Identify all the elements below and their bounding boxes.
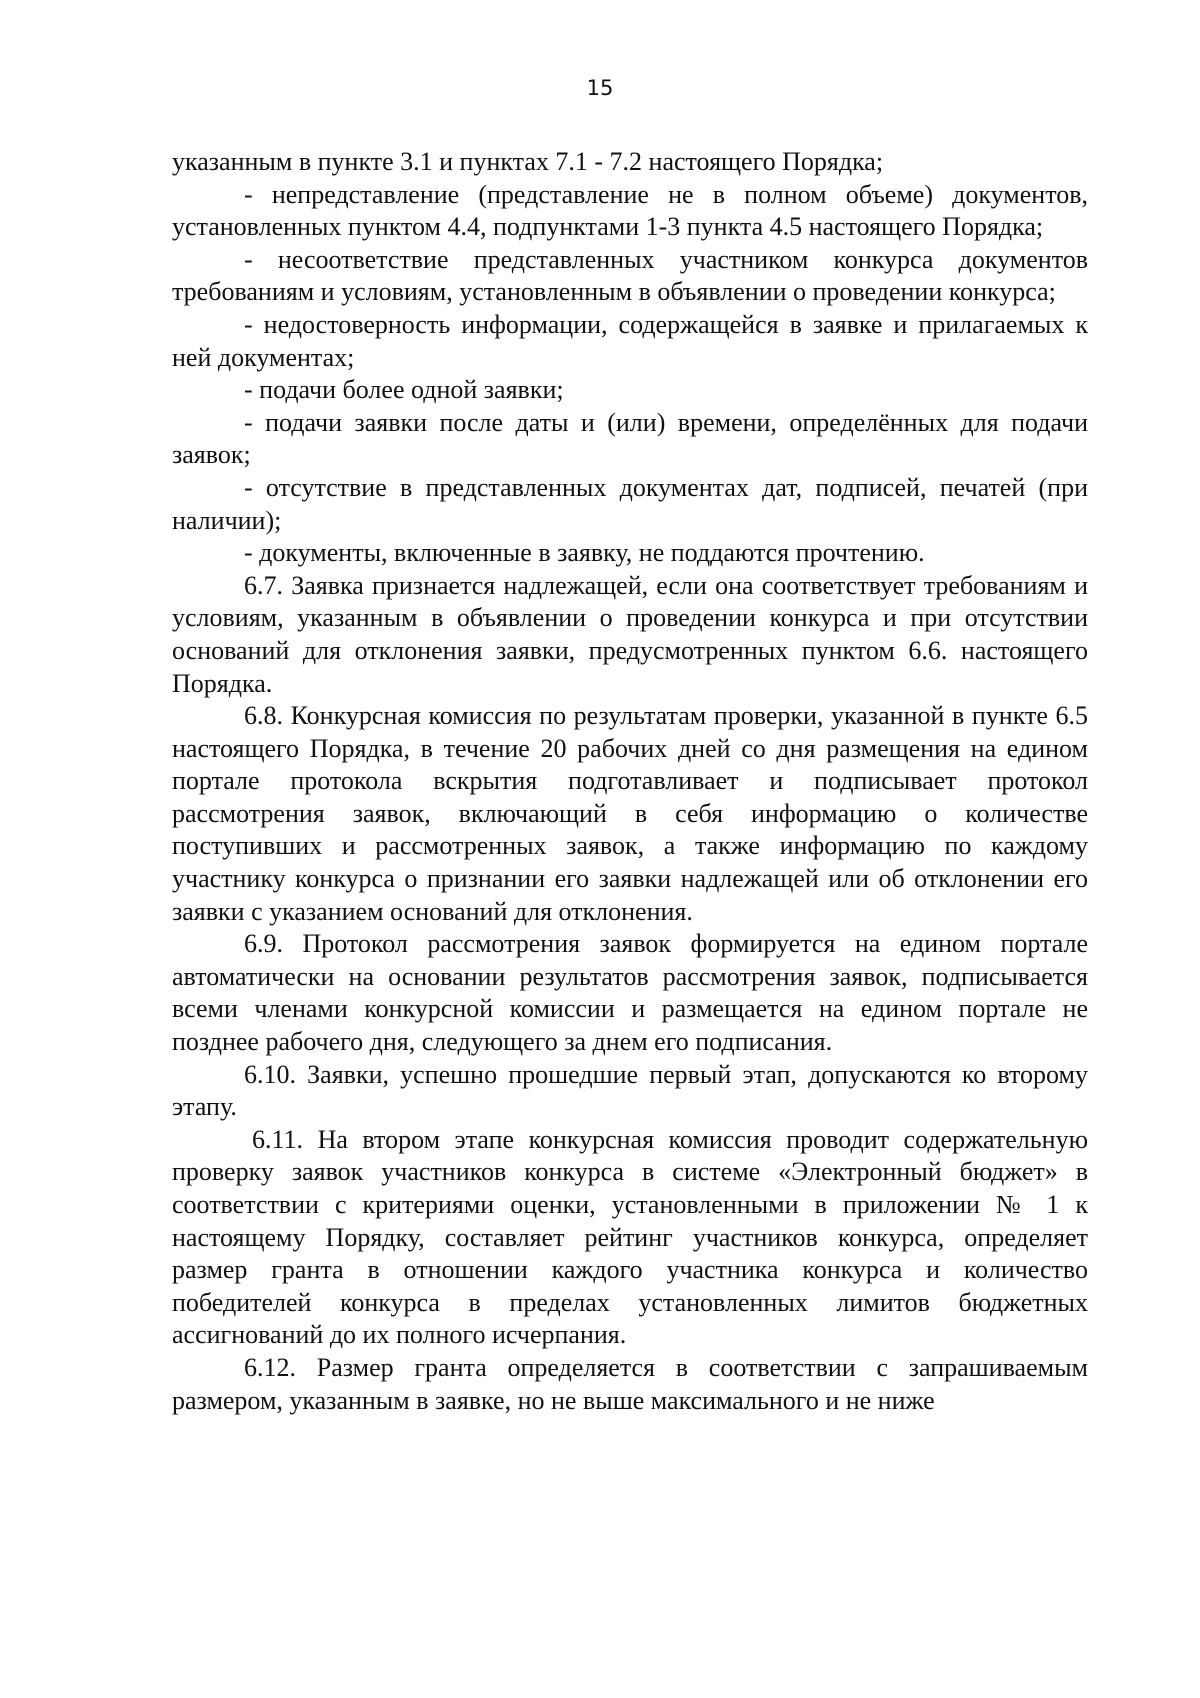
paragraph-clause-6-9: 6.9. Протокол рассмотрения заявок формируется на едином портале автоматически на основании результатов рассмотрения заявок, подписывается всеми членами конкурсной комиссии и размещается на едином портале не позднее рабочего дня, следующего за днем его подписания. — [172, 929, 1088, 1057]
paragraph-clause-6-11: 6.11. На втором этапе конкурсная комиссия проводит содержательную проверку заявок участников конкурса в системе «Электронный бюджет» в соответствии с критериями оценки, установленными в приложении № 1 к настоящему Порядку, составляет рейтинг участников конкурса, определяет размер гранта в отношении каждого участника конкурса и количество победителей конкурса в пределах установленных лимитов бюджетных ассигнований до их полного исчерпания. — [172, 1124, 1088, 1350]
paragraph-list-item: - недостоверность информации, содержащейся в заявке и прилагаемых к ней документах; — [172, 309, 1088, 372]
paragraph-list-item: - отсутствие в представленных документах дат, подписей, печатей (при наличии); — [172, 472, 1088, 535]
document-body — [172, 146, 1088, 1417]
paragraph-clause-6-8: 6.8. Конкурсная комиссия по результатам проверки, указанной в пункте 6.5 настоящего Порядка, в течение 20 рабочих дней со дня размещения на едином портале протокола вскрытия подготавливает и подписывает протокол рассмотрения заявок, включающий в себя информацию о количестве поступивших и рассмотренных заявок, а также информацию по каждому участнику конкурса о признании его заявки надлежащей или об отклонении его заявки с указанием оснований для отклонения. — [172, 701, 1088, 926]
page-number: 15 — [586, 76, 614, 100]
paragraph-clause-6-12: 6.12. Размер гранта определяется в соответствии с запрашиваемым размером, указанным в заявке, но не выше максимального и не ниже — [172, 1352, 1088, 1415]
paragraph-list-item: - подачи более одной заявки; — [244, 375, 564, 405]
paragraph-list-item: - несоответствие представленных участником конкурса документов требованиям и условиям, установленным в объявлении о проведении конкурса; — [172, 244, 1088, 307]
paragraph-list-item: - подачи заявки после даты и (или) времени, определённых для подачи заявок; — [172, 407, 1088, 470]
paragraph-list-item: - документы, включенные в заявку, не поддаются прочтению. — [244, 538, 925, 568]
paragraph-continuation: указанным в пункте 3.1 и пунктах 7.1 - 7.2 настоящего Порядка; — [172, 147, 884, 176]
paragraph-list-item: - непредставление (представление не в полном объеме) документов, установленных пунктом 4.4, подпунктами 1-3 пункта 4.5 настоящего Порядка; — [172, 179, 1088, 242]
paragraph-clause-6-7: 6.7. Заявка признается надлежащей, если она соответствует требованиям и условиям, указанным в объявлении о проведении конкурса и при отсутствии оснований для отклонения заявки, предусмотренных пунктом 6.6. настоящего Порядка. — [172, 570, 1088, 698]
paragraph-clause-6-10: 6.10. Заявки, успешно прошедшие первый этап, допускаются ко второму этапу. — [172, 1059, 1088, 1122]
